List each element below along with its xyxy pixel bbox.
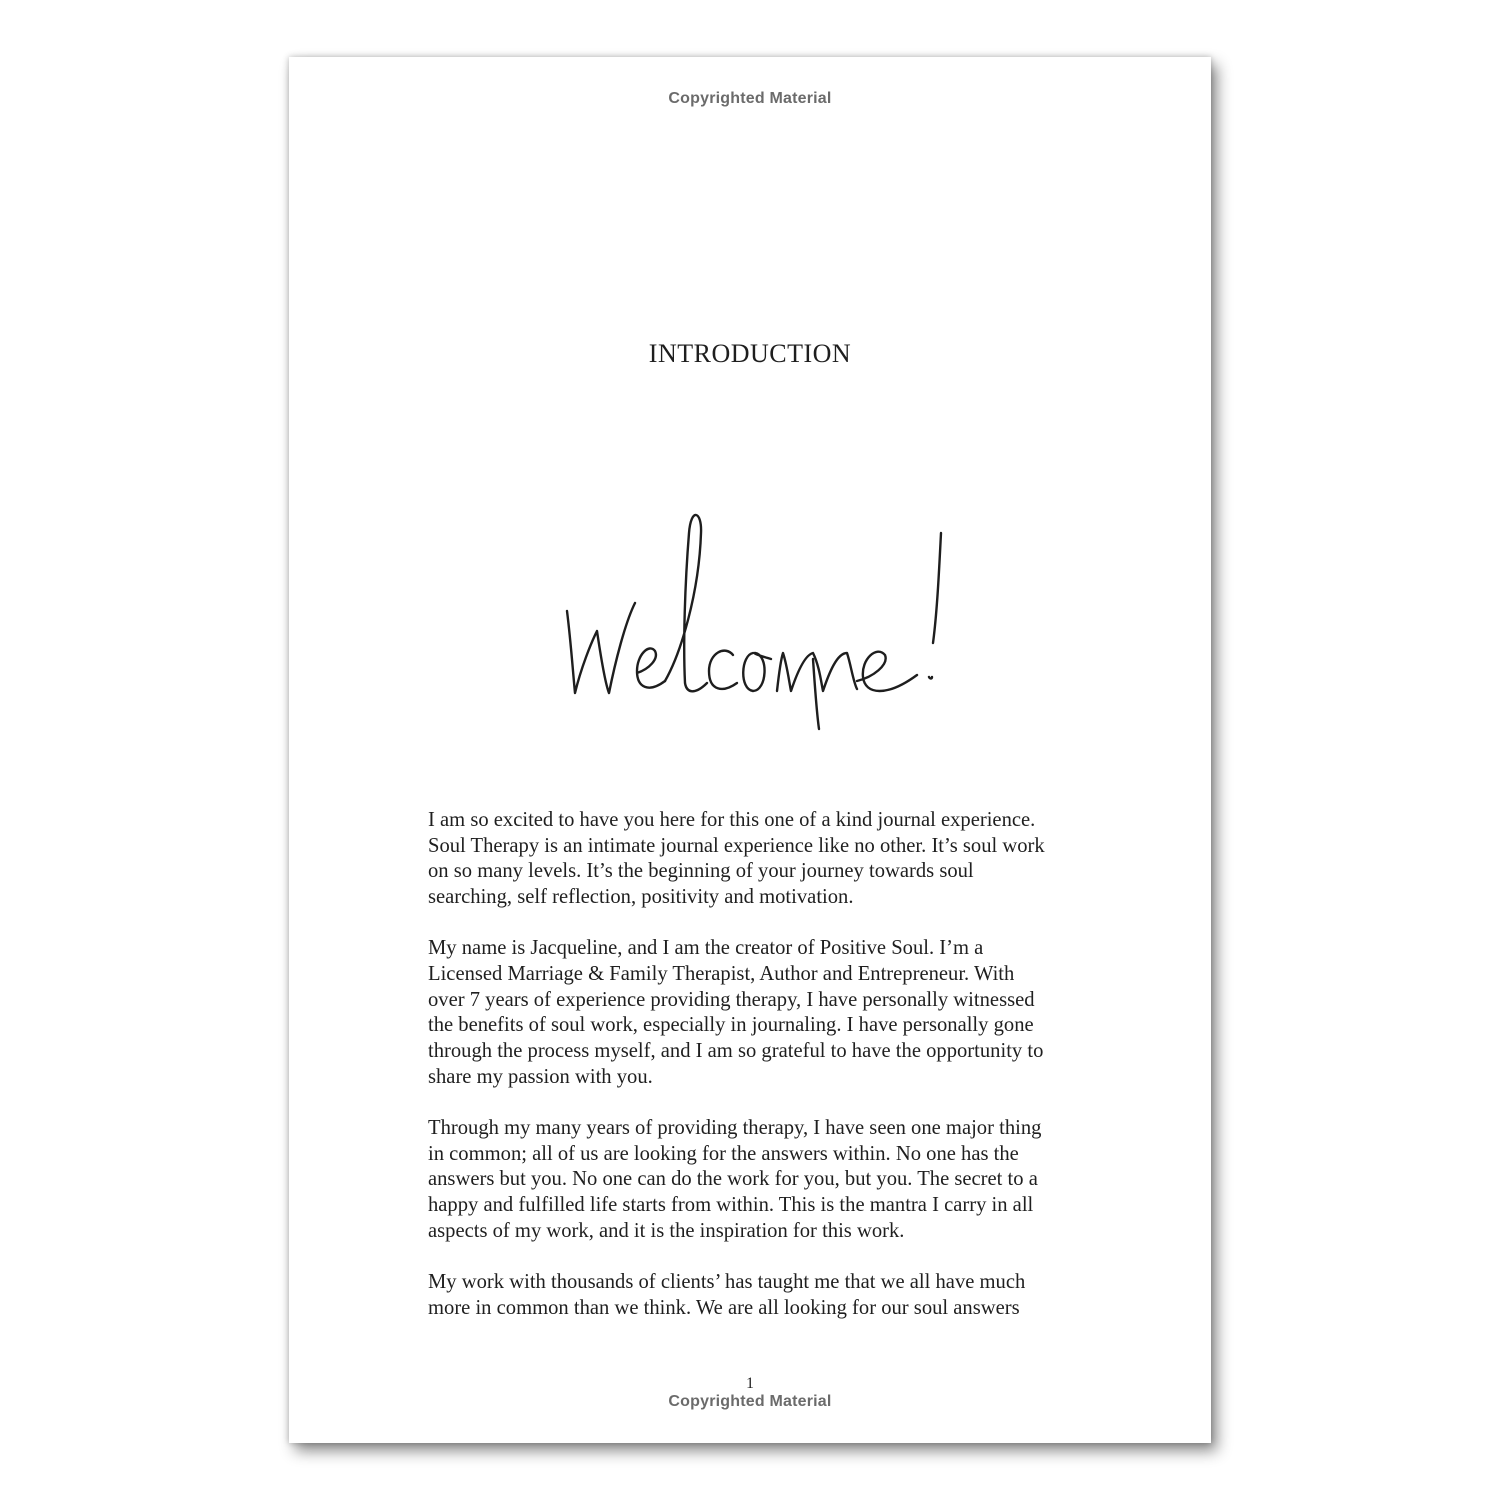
welcome-script-heading [557, 493, 977, 733]
header-watermark: Copyrighted Material [668, 90, 832, 107]
paragraph: Through my many years of providing therapy, I have seen one major thing in common; all of us are looking for the answers within. No one has the answers but you. No one can do the work for you, but you. The secret to a happy and fulfilled life starts from within. This is the mantra I carry in all aspects of my work, and it is the inspiration for this work. [428, 1117, 1042, 1242]
paragraph: My name is Jacqueline, and I am the creator of Positive Soul. I’m a Licensed Marriage & Family Therapist, Author and Entrepreneur. With over 7 years of experience providing therapy, I have personally witnessed the benefits of soul work, especially in journaling. I have personally gone through the process myself, and I am so grateful to have the opportunity to share my passion with you. [428, 937, 1044, 1088]
book-page [289, 57, 1211, 1443]
page-number: 1 [746, 1375, 754, 1392]
chapter-title: INTRODUCTION [648, 339, 852, 368]
footer-watermark: Copyrighted Material [668, 1393, 832, 1410]
body-text [428, 808, 1128, 1347]
paragraph: My work with thousands of clients’ has taught me that we all have much more in common than we think. We are all looking for our soul answers [428, 1271, 1026, 1319]
paragraph: I am so excited to have you here for this one of a kind journal experience. Soul Therapy is an intimate journal experience like no other. It’s soul work on so many levels. It’s the beginning of your journey towards soul searching, self reflection, positivity and motivation. [428, 809, 1045, 909]
